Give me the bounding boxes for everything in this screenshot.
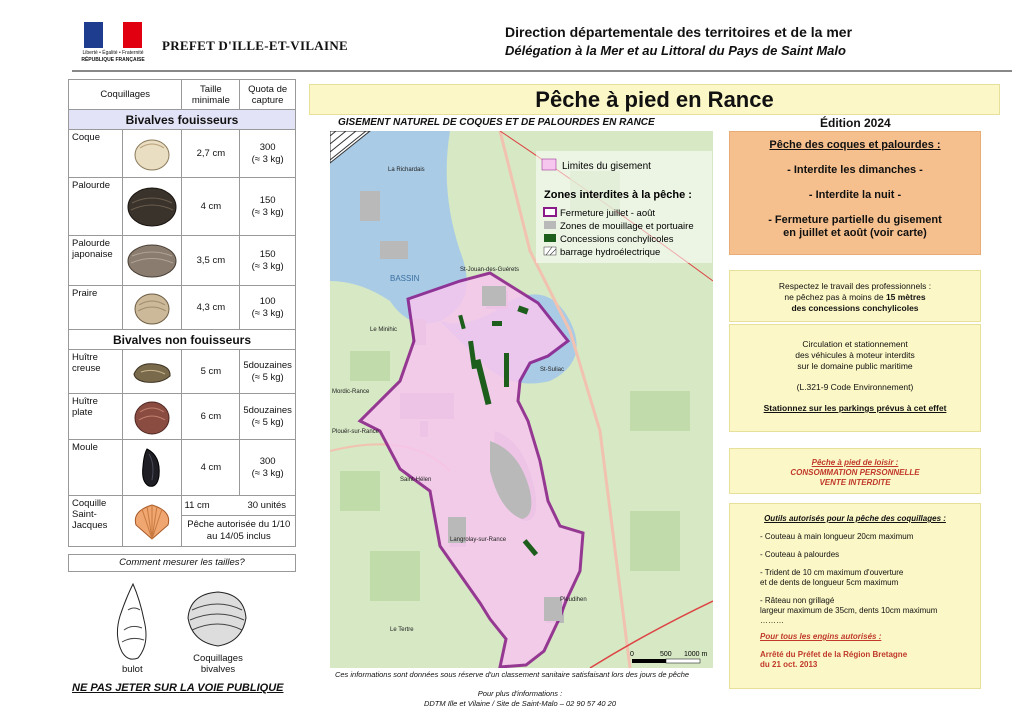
bivalves-label: Coquillages bivalves bbox=[193, 653, 243, 675]
shell-size: 4 cm bbox=[182, 178, 240, 236]
pro-distance: 15 mètres bbox=[885, 292, 926, 302]
shell-size: 2,7 cm bbox=[182, 130, 240, 178]
section-burrowing: Bivalves fouisseurs bbox=[69, 110, 296, 130]
legend-item: Fermeture juillet - août bbox=[560, 208, 656, 219]
scallop-icon bbox=[130, 501, 174, 541]
sj-period: Pêche autorisée du 1/10 au 14/05 inclus bbox=[187, 519, 291, 542]
rule-night: - Interdite la nuit - bbox=[808, 189, 902, 201]
shell-quota: 300 bbox=[259, 141, 276, 153]
legend-swatch-concession bbox=[544, 234, 556, 242]
page-title: Pêche à pied en Rance bbox=[309, 84, 1000, 115]
pro-line1: Respectez le travail des professionnels : bbox=[778, 281, 932, 291]
fishing-rules-box bbox=[729, 131, 981, 255]
scale-label: 500 bbox=[660, 651, 672, 658]
mussel-icon bbox=[137, 446, 167, 490]
shell-name: Palourde bbox=[69, 178, 123, 236]
place-label: St-Suliac bbox=[540, 367, 565, 373]
shell-name: Moule bbox=[69, 440, 123, 496]
bulot-label: bulot bbox=[122, 664, 143, 675]
legend-swatch-mooring bbox=[544, 221, 556, 229]
place-label: La Richardais bbox=[388, 167, 425, 173]
engins-title: Pour tous les engins autorisés : bbox=[760, 632, 882, 641]
legend-item: Zones de mouillage et portuaire bbox=[560, 221, 694, 232]
tools-title: Outils autorisés pour la pêche des coquillages : bbox=[764, 514, 946, 523]
legend-limits: Limites du gisement bbox=[562, 161, 651, 172]
shell-name: Coquille Saint-Jacques bbox=[69, 496, 123, 547]
shell-name: Coque bbox=[69, 130, 123, 178]
edition-label: Édition 2024 bbox=[820, 116, 891, 130]
sj-quota: 30 unités bbox=[247, 500, 287, 511]
map-disclaimer: Ces informations sont données sous réserve d'un classement sanitaire satisfaisant lors des jours de pêche bbox=[334, 670, 690, 679]
republique-logo bbox=[78, 22, 148, 68]
place-label: BASSIN bbox=[390, 274, 420, 283]
tool-item: - Trident de 10 cm maximum d'ouverture bbox=[760, 568, 904, 577]
table-row bbox=[69, 178, 296, 236]
rule-closure-period: en juillet et août (voir carte) bbox=[783, 227, 927, 239]
tool-item: - Râteau non grillagé bbox=[760, 596, 835, 605]
leisure-box bbox=[729, 448, 981, 494]
circ-law: (L.321-9 Code Environnement) bbox=[796, 382, 914, 392]
section-non-burrowing: Bivalves non fouisseurs bbox=[69, 330, 296, 350]
table-row bbox=[69, 394, 296, 440]
tool-item: - Couteau à palourdes bbox=[760, 550, 840, 559]
shell-quota: 300 bbox=[259, 455, 276, 467]
tool-item: largeur maximum de 35cm, dents 10cm maximum bbox=[760, 606, 938, 615]
japanese-clam-icon bbox=[126, 242, 178, 280]
shell-quota: 5douzaines bbox=[243, 404, 292, 416]
leisure-line1: CONSOMMATION PERSONNELLE bbox=[790, 468, 920, 477]
scale-bar bbox=[632, 659, 666, 663]
shell-quota: 100 bbox=[259, 295, 276, 307]
col-header-quota: Quota de capture bbox=[240, 80, 296, 110]
logo-motto: Liberté • Égalité • Fraternité bbox=[82, 50, 144, 56]
circ-line2: des véhicules à moteur interdits bbox=[795, 350, 915, 360]
praire-icon bbox=[132, 290, 172, 326]
tool-item: ……… bbox=[760, 616, 784, 625]
place-label: Le Tertre bbox=[390, 627, 414, 633]
shell-name: Huître plate bbox=[69, 394, 123, 440]
whelk-diagram-icon bbox=[108, 580, 158, 664]
clam-icon bbox=[126, 185, 178, 229]
rules-title: Pêche des coques et palourdes : bbox=[769, 139, 941, 151]
shell-size: 4,3 cm bbox=[182, 286, 240, 330]
no-littering-notice: NE PAS JETER SUR LA VOIE PUBLIQUE bbox=[72, 682, 284, 694]
tool-item: - Couteau à main longueur 20cm maximum bbox=[760, 532, 914, 541]
shell-quota-weight: (≈ 3 kg) bbox=[251, 467, 284, 479]
table-row bbox=[69, 130, 296, 178]
logo-republique: RÉPUBLIQUE FRANÇAISE bbox=[81, 57, 145, 63]
info-heading: Pour plus d'informations : bbox=[477, 689, 563, 698]
tools-box bbox=[729, 503, 981, 689]
table-row bbox=[69, 440, 296, 496]
shell-quota-weight: (≈ 3 kg) bbox=[251, 206, 284, 218]
circ-line3: sur le domaine public maritime bbox=[797, 361, 913, 371]
prefet-title: PREFET D'ILLE-ET-VILAINE bbox=[162, 38, 349, 53]
shell-quota-weight: (≈ 5 kg) bbox=[251, 371, 284, 383]
tool-item: et de dents de longueur 5cm maximum bbox=[760, 578, 899, 587]
rule-sundays: - Interdite les dimanches - bbox=[787, 164, 923, 176]
legend-item: barrage hydroélectrique bbox=[560, 247, 661, 258]
shell-quota-weight: (≈ 3 kg) bbox=[251, 153, 284, 165]
table-row bbox=[69, 350, 296, 394]
french-flag-icon bbox=[84, 22, 142, 48]
map-subtitle: GISEMENT NATUREL DE COQUES ET DE PALOURDES EN RANCE bbox=[338, 117, 655, 128]
legend-swatch-summer bbox=[544, 208, 556, 216]
place-label: Saint-Hélen bbox=[400, 477, 432, 483]
scale-label: 0 bbox=[630, 651, 634, 658]
oyster-icon bbox=[131, 358, 173, 386]
table-row bbox=[69, 236, 296, 286]
bivalve-diagram-icon bbox=[182, 588, 252, 650]
leisure-line2: VENTE INTERDITE bbox=[819, 478, 891, 487]
arrete-line1: Arrêté du Préfet de la Région Bretagne bbox=[760, 650, 908, 659]
rance-map bbox=[330, 131, 713, 668]
circ-parking: Stationnez sur les parkings prévus à cet effet bbox=[763, 403, 947, 413]
professionals-box bbox=[729, 270, 981, 322]
place-label: Plouër-sur-Rance bbox=[332, 429, 380, 435]
circ-line1: Circulation et stationnement bbox=[802, 339, 908, 349]
delegation-title: Délégation à la Mer et au Littoral du Pays de Saint Malo bbox=[505, 43, 846, 58]
flat-oyster-icon bbox=[132, 398, 172, 436]
shell-quota-weight: (≈ 3 kg) bbox=[251, 307, 284, 319]
circulation-box bbox=[729, 324, 981, 432]
scale-label: 1000 m bbox=[684, 651, 708, 658]
shellfish-table bbox=[68, 79, 296, 547]
place-label: Langrolay-sur-Rance bbox=[450, 537, 507, 543]
info-contact: DDTM Ille et Vilaine / Site de Saint-Malo – 02 90 57 40 20 bbox=[423, 699, 617, 708]
header-divider bbox=[72, 70, 1012, 72]
place-label: St-Jouan-des-Guérets bbox=[460, 267, 520, 273]
place-label: Le Minihic bbox=[370, 327, 398, 333]
shell-size: 5 cm bbox=[182, 350, 240, 394]
shell-size: 3,5 cm bbox=[182, 236, 240, 286]
cockle-icon bbox=[132, 136, 172, 172]
shell-quota-weight: (≈ 5 kg) bbox=[251, 416, 284, 428]
legend-title: Zones interdites à la pêche : bbox=[544, 189, 692, 201]
measure-caption: Comment mesurer les tailles? bbox=[68, 554, 296, 572]
col-header-shell: Coquillages bbox=[69, 80, 182, 110]
table-row bbox=[69, 496, 296, 547]
rule-closure: - Fermeture partielle du gisement bbox=[768, 214, 942, 226]
shell-name: Palourde japonaise bbox=[69, 236, 123, 286]
shell-quota: 150 bbox=[259, 248, 276, 260]
place-label: Mordic-Rance bbox=[332, 389, 370, 395]
col-header-size: Taille minimale bbox=[182, 80, 240, 110]
shell-quota: 5douzaines bbox=[243, 359, 292, 371]
shell-name: Huître creuse bbox=[69, 350, 123, 394]
pro-line2: ne pêchez pas à moins de bbox=[784, 292, 886, 302]
leisure-title: Pêche à pied de loisir : bbox=[811, 458, 899, 467]
legend-item: Concessions conchylicoles bbox=[560, 234, 674, 245]
shell-size: 6 cm bbox=[182, 394, 240, 440]
legend-swatch-limits bbox=[542, 159, 556, 170]
pro-line3: des concessions conchylicoles bbox=[791, 303, 919, 313]
arrete-line2: du 21 oct. 2013 bbox=[760, 660, 818, 669]
shell-quota-weight: (≈ 3 kg) bbox=[251, 260, 284, 272]
shell-quota: 150 bbox=[259, 194, 276, 206]
shell-name: Praire bbox=[69, 286, 123, 330]
place-label: Pleudihen bbox=[560, 597, 587, 603]
sj-size: 11 cm bbox=[184, 500, 210, 511]
direction-title: Direction départementale des territoires et de la mer bbox=[505, 24, 853, 40]
table-row bbox=[69, 286, 296, 330]
shell-size: 4 cm bbox=[182, 440, 240, 496]
